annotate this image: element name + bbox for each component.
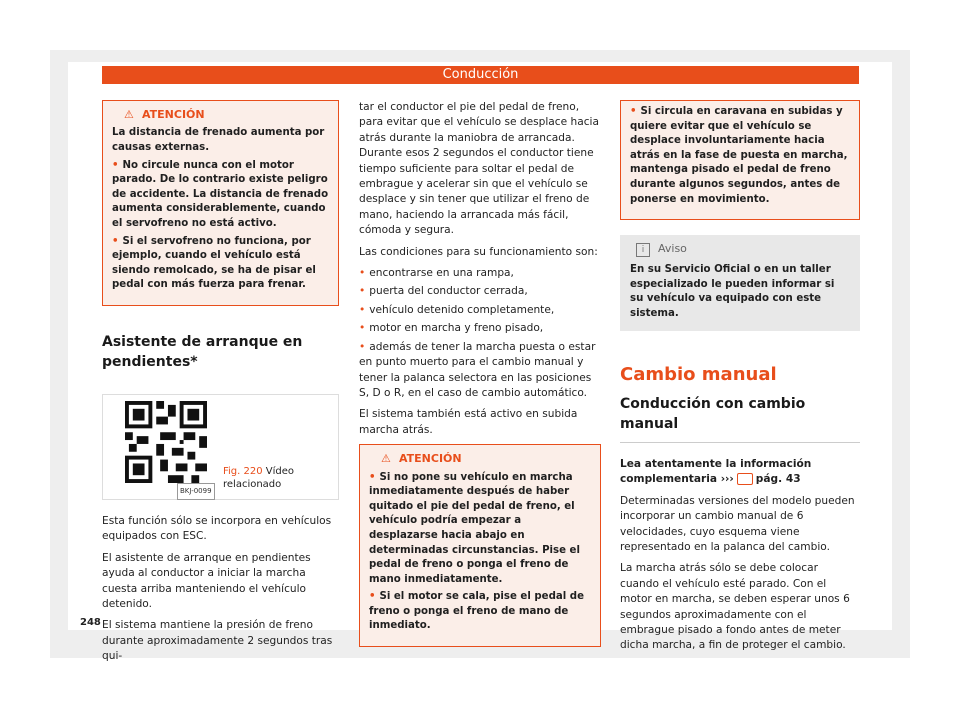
warning-title: ATENCIÓN [142,108,205,121]
info-icon: i [636,243,650,257]
warning-bullet: • Si no pone su vehículo en marcha inmediatamente después de haber quitado el pie del pedal de freno, el vehículo podría empezar a desplazarse hacia abajo en determinadas circunstancias. Pise el pedal de freno o ponga el freno de mano inmediatamente. [369,471,580,585]
list-item: • puerta del conductor cerrada, [359,285,528,298]
list-item: • encontrarse en una rampa, [359,267,514,280]
paragraph: tar el conductor el pie del pedal de freno, para evitar que el vehículo se desplace hacia atrás durante la maniobra de arrancada. Durante esos 2 segundos el conductor tiene tiempo suficiente para soltar el pedal de embrague y acelerar sin que el vehículo se desplace y sin tener que utilizar el freno de mano, haciendo la arrancada más fácil, cómoda y segura. [359,101,599,237]
reference: Lea atentamente la información complementaria ››› pág. 43 [620,457,812,486]
page-number: 248 [80,617,101,628]
chapter-header: Conducción [102,66,859,84]
qr-code-icon [125,401,207,483]
column-2 [359,100,601,647]
list-item: • motor en marcha y freno pisado, [359,322,544,335]
paragraph: El sistema también está activo en subida marcha atrás. [359,408,578,436]
warning-bullet: • Si el servofreno no funciona, por ejemplo, cuando el vehículo está siendo remolcado, se ha de pisar el pedal con más fuerza para frenar. [112,235,316,291]
warning-intro: La distancia de frenado aumenta por causas externas. [112,127,325,153]
note-text: En su Servicio Oficial o en un taller especializado le pueden informar si su vehículo va equipado con este sistema. [630,264,835,319]
section-title: Conducción con cambio manual [620,394,860,443]
note-title: Aviso [658,242,687,256]
warning-box-continued [620,100,860,220]
figure-code: BKJ-0099 [177,483,215,500]
list-item: • además de tener la marcha puesta o estar en punto muerto para el cambio manual y tener la palanca selectora en las posiciones S, D o R, en el caso de cambio automático. [359,340,596,399]
paragraph: Esta función sólo se incorpora en vehículos equipados con ESC. [102,514,332,543]
page-link[interactable]: pág. 43 [755,473,801,486]
paragraph: Determinadas versiones del modelo pueden incorporar un cambio manual de 6 velocidades, cuyo esquema viene representado en la palanca del cambio. [620,494,855,553]
warning-box-1 [102,100,339,306]
paragraph: La marcha atrás sólo se debe colocar cuando el vehículo esté parado. Con el motor en marcha, se deben esperar unos 6 segundos aproximadamente con el embrague pisado a fondo antes de meter dicha marcha, a fin de proteger el cambio. [620,562,850,652]
paragraph: Las condiciones para su funcionamiento son: [359,245,598,258]
column-1 [102,100,339,671]
paragraph: El asistente de arranque en pendientes ayuda al conductor a iniciar la marcha cuesta arriba manteniendo el vehículo detenido. [102,551,311,610]
warning-box-2 [359,444,601,647]
figure-caption: Fig. 220 Vídeo relacionado [223,465,295,490]
paragraph: El sistema mantiene la presión de freno durante aproximadamente 2 segundos tras qui- [102,619,333,663]
warning-icon: ⚠ [124,108,134,121]
warning-bullet: • Si circula en caravana en subidas y quiere evitar que el vehículo se desplace involuntariamente hacia atrás en la fase de puesta en marcha, mantenga pisado el pedal de freno durante algunos segundos, antes de ponerse en movimiento. [630,106,848,205]
note-box [620,235,860,330]
warning-title: ATENCIÓN [399,452,462,466]
list-item: • vehículo detenido completamente, [359,303,555,316]
chapter-title: Cambio manual [620,363,777,385]
book-icon [737,473,753,485]
column-3 [620,100,860,660]
figure-qr [102,394,339,500]
warning-bullet: • No circule nunca con el motor parado. De lo contrario existe peligro de accidente. La distancia de frenado aumenta considerablemente, cuando el servofreno no está activo. [112,159,329,229]
section-title: Asistente de arranque en pendientes* [102,333,303,370]
warning-icon: ⚠ [381,452,391,466]
warning-bullet: • Si el motor se cala, pise el pedal de freno o ponga el freno de mano de inmediato. [369,591,584,632]
